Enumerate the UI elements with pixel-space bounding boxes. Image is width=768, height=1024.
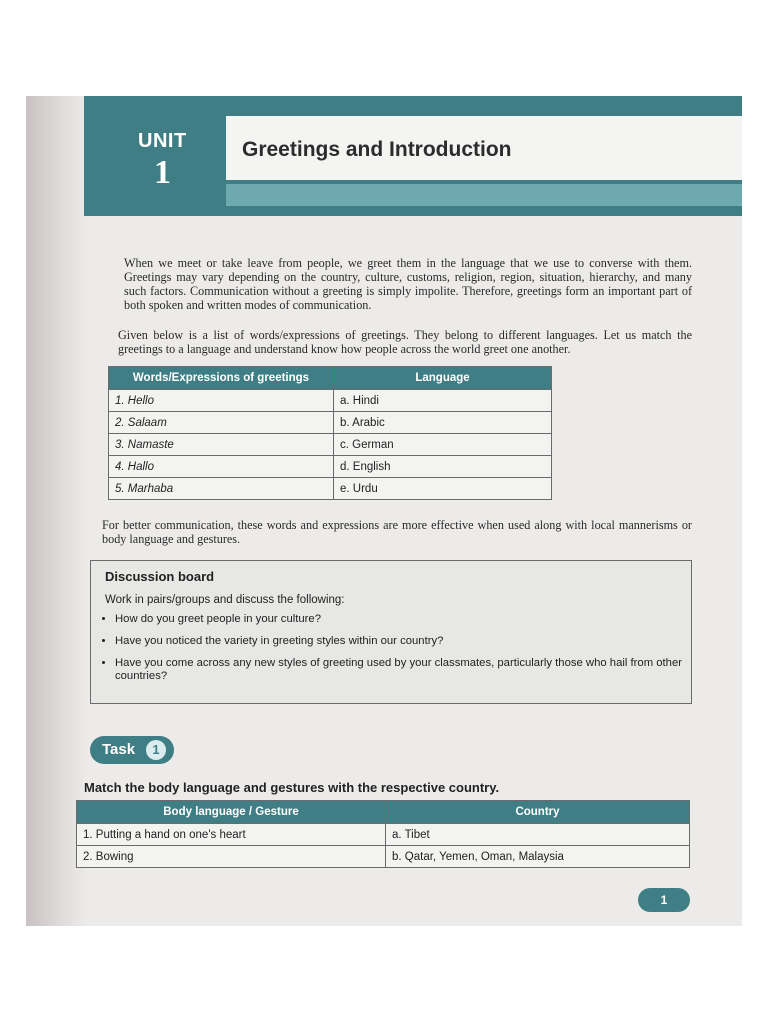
communication-paragraph: For better communication, these words and expressions are more effective when used along with local mannerisms or body language and gestures. <box>102 518 692 546</box>
page-number: 1 <box>638 888 690 912</box>
list-item: • Have you noticed the variety in greeting styles within our country? <box>115 635 685 648</box>
column-header: Words/Expressions of greetings <box>109 367 334 390</box>
language-cell: a. Hindi <box>334 390 552 412</box>
greeting-cell: 3. Namaste <box>109 434 334 456</box>
gesture-cell: 1. Putting a hand on one's heart <box>77 824 386 846</box>
language-cell: b. Arabic <box>334 412 552 434</box>
country-cell: b. Qatar, Yemen, Oman, Malaysia <box>386 846 690 868</box>
greeting-cell: 2. Salaam <box>109 412 334 434</box>
language-cell: d. English <box>334 456 552 478</box>
table-row <box>77 824 690 846</box>
task-label: Task <box>102 741 136 758</box>
column-header: Language <box>334 367 552 390</box>
table-row <box>109 478 552 500</box>
column-header: Body language / Gesture <box>77 801 386 824</box>
language-cell: e. Urdu <box>334 478 552 500</box>
table-row <box>109 434 552 456</box>
table-row <box>109 456 552 478</box>
unit-label: UNIT <box>138 130 187 152</box>
gesture-cell: 2. Bowing <box>77 846 386 868</box>
banner-stripe <box>226 184 742 206</box>
discussion-title: Discussion board <box>105 569 215 584</box>
list-item: • How do you greet people in your culture? <box>115 613 685 626</box>
task-badge <box>90 736 174 764</box>
match-paragraph: Given below is a list of words/expressions of greetings. They belong to different languages. Let us match the greetings to a language and understand know how people across the world greet one another. <box>118 328 692 356</box>
discussion-board <box>90 560 692 704</box>
country-cell: a. Tibet <box>386 824 690 846</box>
greetings-table <box>108 366 552 500</box>
greeting-cell: 1. Hello <box>109 390 334 412</box>
task-instruction: Match the body language and gestures with the respective country. <box>84 780 500 795</box>
table-row <box>77 846 690 868</box>
language-cell: c. German <box>334 434 552 456</box>
discussion-list <box>101 613 685 692</box>
gesture-table <box>76 800 690 868</box>
page-title: Greetings and Introduction <box>242 138 512 161</box>
task-number: 1 <box>146 740 166 760</box>
intro-paragraph: When we meet or take leave from people, we greet them in the language that we use to converse with them. Greetings may vary depending on the country, culture, customs, religion, region, situation, hierarchy, and many such factors. Communication without a greeting is simply impolite. Therefore, greetings form an important part of both spoken and written modes of communication. <box>124 256 692 312</box>
greeting-cell: 4. Hallo <box>109 456 334 478</box>
table-row <box>109 412 552 434</box>
list-item: • Have you come across any new styles of greeting used by your classmates, particularly those who hail from other countries? <box>115 657 685 683</box>
discussion-intro: Work in pairs/groups and discuss the following: <box>105 594 345 606</box>
column-header: Country <box>386 801 690 824</box>
table-row <box>109 390 552 412</box>
unit-number: 1 <box>154 154 171 191</box>
book-page <box>26 96 742 926</box>
greeting-cell: 5. Marhaba <box>109 478 334 500</box>
